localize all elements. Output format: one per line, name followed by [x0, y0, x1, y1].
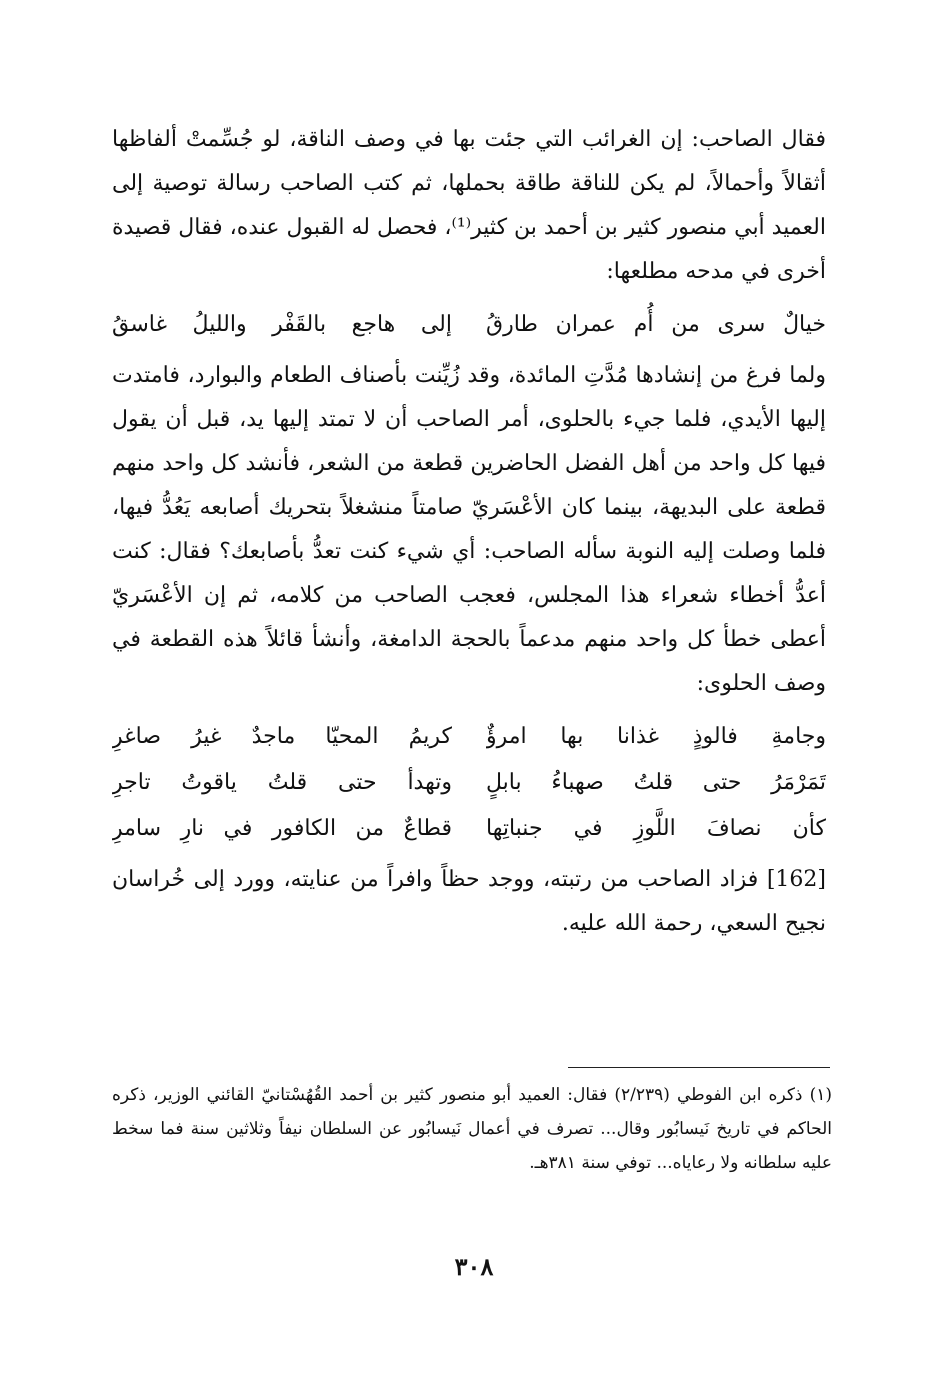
verse-line: [112, 302, 826, 348]
verse-second-hemistich: كريمُ المحيّا ماجدٌ غيرُ صاغرِ: [112, 724, 452, 749]
verse-block-2: [112, 714, 826, 852]
page-number: ٣٠٨: [454, 1252, 494, 1281]
main-text: [112, 118, 826, 946]
verse-block-1: [112, 302, 826, 348]
verse-first-hemistich: خيالٌ سرى من أُم عمران طارقُ: [486, 312, 826, 337]
paragraph-3: [162] فزاد الصاحب من رتبته، ووجد حظاً وافراً من عنايته، وورد إلى خُراسان نجيح السعي، رحمة الله عليه.: [112, 867, 826, 936]
verse-first-hemistich: وجامةِ فالوذٍ غذانا بها امرؤٌ: [486, 724, 826, 749]
verse-second-hemistich: وتهدأ حتى قلتُ ياقوتُ تاجرِ: [112, 770, 452, 795]
verse-first-hemistich: تَمَرْمَرُ حتى قلتُ صهباءُ بابلٍ: [486, 770, 826, 795]
footnote-divider: [568, 1067, 830, 1068]
paragraph-1: فقال الصاحب: إن الغرائب التي جئت بها في وصف الناقة، لو جُسِّمتْ ألفاظها أثقالاً وأحمالاً، لم يكن للناقة طاقة بحملها، ثم كتب الصاحب رسالة توصية إلى العميد أبي منصور كثير بن أحمد بن كثير⁽¹⁾، فحصل له القبول عنده، فقال قصيدة أخرى في مدحه مطلعها:: [111, 127, 826, 284]
paragraph-2: ولما فرغ من إنشادها مُدَّتِ المائدة، وقد زُيِّنت بأصناف الطعام والبوارد، فامتدت إليها الأيدي، فلما جيء بالحلوى، أمر الصاحب أن لا تمتد إليها يد، قبل أن يقول فيها كل واحد من أهل الفضل الحاضرين قطعة من الشعر، فأنشد كل واحد منهم قطعة على البديهة، بينما كان الأعْسَريّ صامتاً منشغلاً بتحريك أصابعه يَعُدُّ فيها، فلما وصلت إليه النوبة سأله الصاحب: أي شيء كنت تعدُّ بأصابعك؟ فقال: كنت أعدُّ أخطاء شعراء هذا المجلس، فعجب الصاحب من كلامه، ثم إن الأعْسَريّ أعطى خطأ كل واحد منهم مدعماً بالحجة الدامغة، وأنشأ قائلاً هذه القطعة في وصف الحلوى:: [112, 363, 826, 696]
verse-second-hemistich: قطاعٌ من الكافور في نارِ سامرِ: [112, 816, 452, 841]
verse-second-hemistich: إلى هاجع بالقَفْر والليلُ غاسقُ: [112, 312, 452, 337]
footnotes: [112, 1078, 832, 1180]
verse-line: [112, 714, 826, 760]
verse-first-hemistich: كأن نصافَ اللَّوزِ في جنباتِها: [486, 816, 826, 841]
verse-line: [112, 760, 826, 806]
footnote-1: (١) ذكره ابن الفوطي (٢/٢٣٩) فقال: العميد أبو منصور كثير بن أحمد القُهُسْتانيّ القائني الوزير، ذكره الحاكم في تاريخ نَيسابُور وقال... تصرف في أعمال نَيسابُور عن السلطان نيفاً وثلاثين سنة فما سخط عليه سلطانه ولا رعاياه... توفي سنة ٣٨١هـ.: [112, 1085, 832, 1173]
verse-line: [112, 806, 826, 852]
